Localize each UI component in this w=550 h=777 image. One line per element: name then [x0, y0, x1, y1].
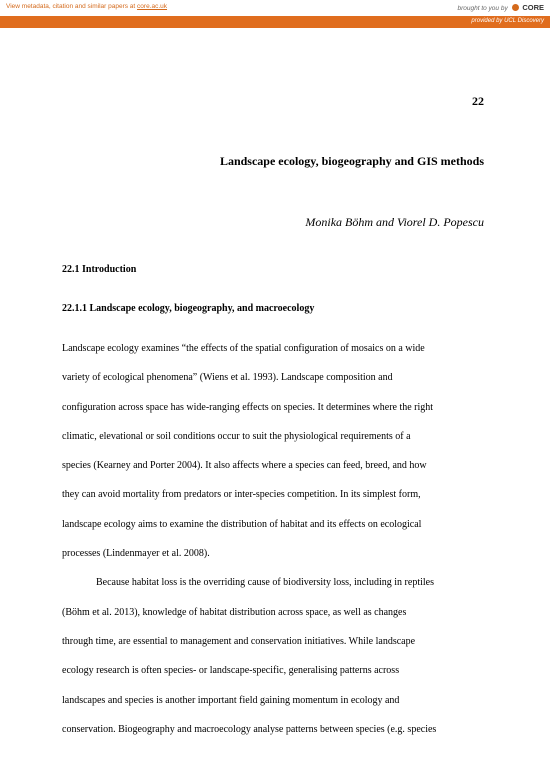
paragraph2-line: through time, are essential to management and conservation initiatives. While landscape	[62, 635, 416, 647]
metadata-notice	[6, 3, 167, 10]
core-logo-icon	[512, 4, 519, 11]
paragraph1-line: configuration across space has wide-ranging effects on species. It determines where the right	[62, 401, 434, 413]
paragraph1-line: Landscape ecology examines “the effects of the spatial configuration of mosaics on a wide	[62, 343, 425, 354]
chapter-authors: Monika Böhm and Viorel D. Popescu	[305, 215, 484, 229]
provider-text[interactable]: provided by UCL Discovery	[471, 18, 544, 24]
paragraph1-line: landscape ecology aims to examine the distribution of habitat and its effects on ecological	[62, 518, 422, 530]
paragraph1-line: variety of ecological phenomena” (Wiens et al. 1993). Landscape composition and	[62, 372, 393, 384]
paragraph2-line: ecology research is often species- or landscape-specific, generalising patterns across	[62, 665, 400, 677]
paragraph2-line: conservation. Biogeography and macroecology analyse patterns between species (e.g. species	[62, 723, 437, 735]
core-provider-bar	[0, 16, 550, 28]
metadata-prefix: View metadata, citation and similar papers at	[6, 3, 136, 10]
section-heading: 22.1 Introduction	[62, 264, 137, 275]
paragraph2-line: Because habitat loss is the overriding cause of biodiversity loss, including in reptiles	[96, 577, 434, 589]
paragraph1-line: species (Kearney and Porter 2004). It also affects where a species can feed, breed, and how	[62, 460, 427, 472]
core-metadata-header	[0, 0, 550, 15]
paragraph1-line: they can avoid mortality from predators or inter-species competition. In its simplest form,	[62, 489, 421, 501]
core-branding	[457, 3, 544, 12]
core-logo[interactable]: CORE	[522, 3, 544, 12]
body-text	[62, 334, 492, 744]
chapter-number: 22	[472, 94, 484, 108]
chapter-title: Landscape ecology, biogeography and GIS methods	[219, 154, 484, 168]
paragraph1-line: climatic, elevational or soil conditions occur to suit the physiological requirements of a	[62, 430, 411, 442]
brought-by-text: brought to you by	[457, 5, 508, 12]
paragraph2-line: (Böhm et al. 2013), knowledge of habitat distribution across space, as well as changes	[62, 606, 407, 618]
core-link[interactable]: core.ac.uk	[137, 3, 168, 10]
paragraph2-line: landscapes and species is another important field gaining momentum in ecology and	[62, 694, 400, 706]
subsection-heading: 22.1.1 Landscape ecology, biogeography, and macroecology	[62, 303, 315, 314]
paragraph1-line: processes (Lindenmayer et al. 2008).	[62, 548, 210, 560]
